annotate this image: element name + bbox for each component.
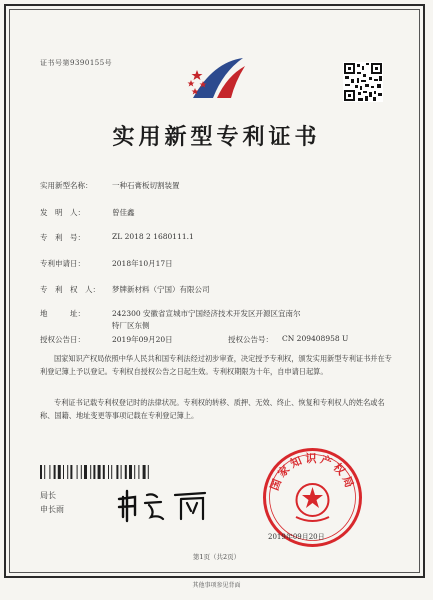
grant-number-label: 授权公告号： xyxy=(228,335,273,344)
grant-date-label: 授权公告日： xyxy=(40,335,85,344)
back-note: 其他事项参见背面 xyxy=(192,582,241,589)
field-value-application-date: 2018年10月17日 xyxy=(112,259,173,268)
field-value-address-line-2: 特厂区东侧 xyxy=(112,321,150,330)
field-label-name: 实用新型名称： xyxy=(40,181,93,190)
qr-code-icon xyxy=(343,62,383,102)
field-label-inventor: 发 明 人： xyxy=(40,208,85,217)
cnipa-logo-icon xyxy=(183,52,249,107)
certificate-number: 证书号第9390155号 xyxy=(40,59,113,67)
svg-text:国家知识产权局: 国家知识产权局 xyxy=(267,452,358,493)
certificate-title: 实用新型专利证书 xyxy=(112,124,321,150)
field-value-patentee: 梦牌新材料（宁国）有限公司 xyxy=(112,285,210,294)
seal-date: 2019年09月20日 xyxy=(268,533,325,541)
director-title-label: 局长 xyxy=(40,491,56,500)
field-value-address-line-1: 242300 安徽省宣城市宁国经济技术开发区开源区宜南尔 xyxy=(112,309,301,318)
grant-date-value: 2019年09月20日 xyxy=(112,335,173,344)
field-value-patent-number: ZL 2018 2 1680111.1 xyxy=(112,232,194,241)
field-label-patentee: 专 利 权 人： xyxy=(40,285,100,294)
field-value-name: 一种石膏板切割装置 xyxy=(112,181,180,190)
director-name-label: 申长雨 xyxy=(40,505,64,514)
barcode-icon xyxy=(40,465,170,479)
field-label-address: 地 址： xyxy=(40,309,85,318)
body-paragraph-1: 国家知识产权局依照中华人民共和国专利法经过初步审查，决定授予专利权，颁发实用新型专利证书并在专利登记簿上予以登记。专利权自授权公告之日起生效。专利权期限为十年，自申请日起算。 xyxy=(40,354,392,376)
field-label-patent-number: 专 利 号： xyxy=(40,233,85,242)
body-paragraph-2: 专利证书记载专利权登记时的法律状况。专利权的转移、质押、无效、终止、恢复和专利权人的姓名或名称、国籍、地址变更等事项记载在专利登记簿上。 xyxy=(40,398,385,420)
page-number: 第1页（共2页） xyxy=(192,553,241,561)
field-label-application-date: 专利申请日： xyxy=(40,259,85,268)
grant-number-value: CN 209408958 U xyxy=(282,334,349,343)
director-signature-icon xyxy=(115,485,215,525)
field-value-inventor: 曾佳鑫 xyxy=(112,208,135,217)
